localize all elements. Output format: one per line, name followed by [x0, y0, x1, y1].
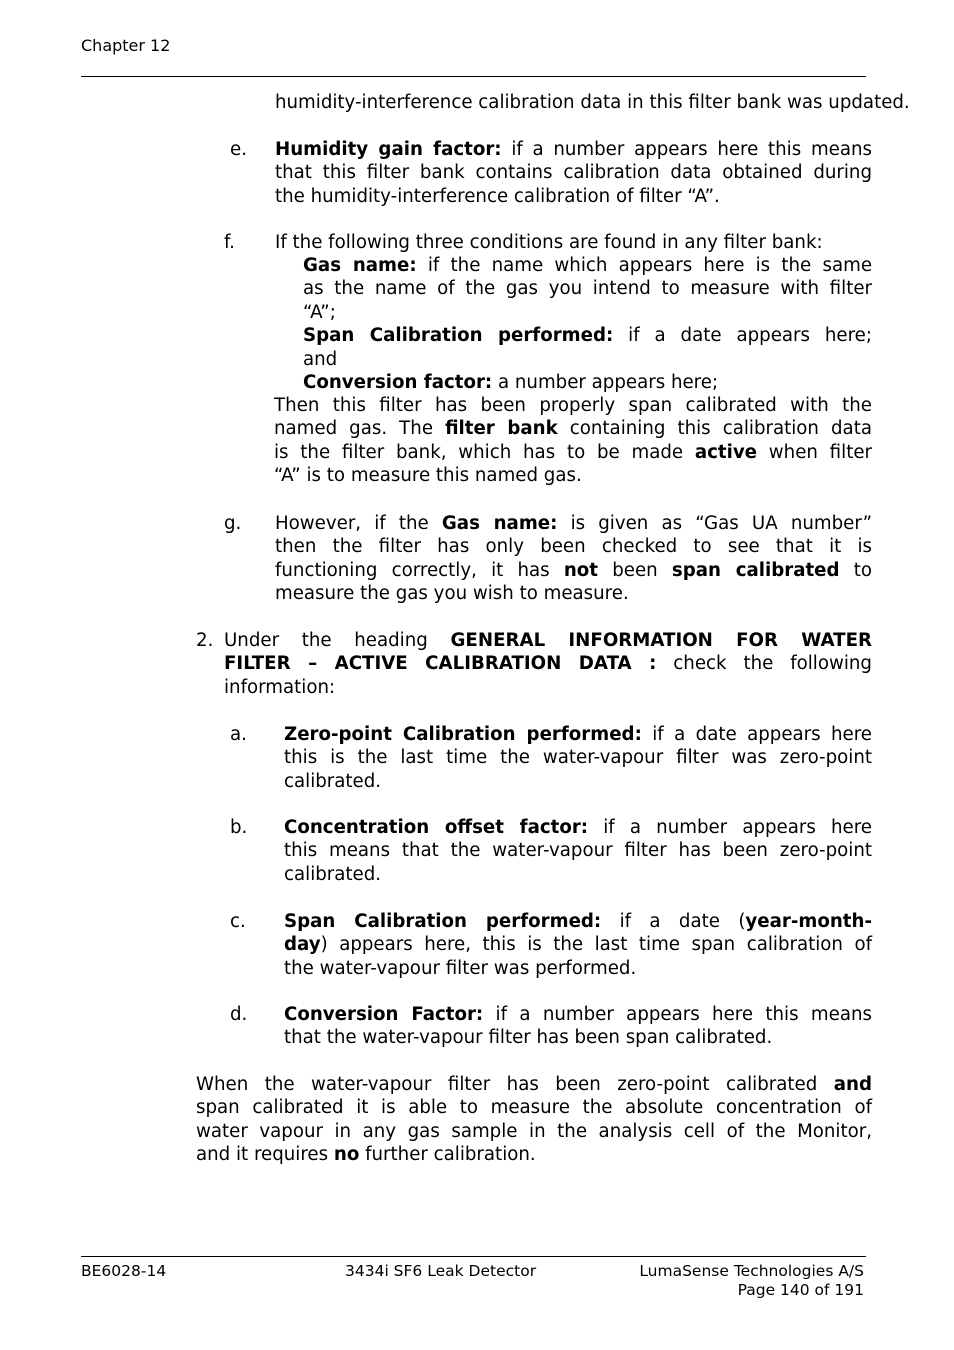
- item-2-text: Under the heading GENERAL INFORMATION FOR WATER FILTER – ACTIVE CALIBRATION DATA : check the following information:: [224, 630, 873, 698]
- footer-page-number: Page 140 of 191: [737, 1281, 864, 1299]
- item-g-text: However, if the Gas name: is given as “Gas UA number” then the filter has only been checked to see that it is functioning correctly, it has not been span calibrated to measure the gas you wish to measure.: [275, 513, 873, 605]
- sub-b-label: b.: [230, 817, 248, 838]
- item-d-continuation: humidity-interference calibration data in this filter bank was updated.: [275, 92, 910, 113]
- footer-rule: [81, 1256, 866, 1257]
- footer-company: LumaSense Technologies A/S: [639, 1262, 864, 1280]
- item-e-text: Humidity gain factor: if a number appears here this means that this filter bank contains calibration data obtained during the humidity-interference calibration of filter “A”.: [275, 139, 872, 207]
- item-2-label: 2.: [196, 630, 214, 651]
- sub-d-text: Conversion Factor: if a number appears here this means that the water-vapour filter has been span calibrated.: [284, 1004, 872, 1049]
- sub-b-text: Concentration offset factor: if a number appears here this means that the water-vapour filter has been zero-point calibrated.: [284, 817, 872, 885]
- header-rule: [81, 76, 866, 77]
- item-f-label: f.: [224, 232, 235, 253]
- sub-c-label: c.: [230, 911, 246, 932]
- item-f-conditions: Gas name: if the name which appears here is the same as the name of the gas you intend to measure with filter “A”; Span Calibration performed: if a date appears here; and Conversion factor: a number appears here;: [303, 255, 873, 394]
- closing-paragraph: When the water-vapour filter has been zero-point calibrated and span calibrated it is able to measure the absolute concentration of water vapour in any gas sample in the analysis cell of the Monitor, and it requires no further calibration.: [196, 1074, 872, 1166]
- chapter-header: Chapter 12: [81, 36, 171, 55]
- item-e-label: e.: [230, 139, 247, 160]
- sub-a-text: Zero-point Calibration performed: if a date appears here this is the last time the water-vapour filter was zero-point calibrated.: [284, 724, 872, 792]
- item-f-intro: If the following three conditions are found in any filter bank:: [275, 232, 823, 253]
- footer-doc-id: BE6028-14: [81, 1262, 167, 1280]
- item-g-label: g.: [224, 513, 242, 534]
- footer-product: 3434i SF6 Leak Detector: [345, 1262, 537, 1280]
- sub-c-text: Span Calibration performed: if a date (year-month- day) appears here, this is the last time span calibration of the water-vapour filter was performed.: [284, 911, 872, 979]
- sub-a-label: a.: [230, 724, 247, 745]
- item-f-conclusion: Then this filter has been properly span calibrated with the named gas. The filter bank containing this calibration data is the filter bank, which has to be made active when filter “A” is to measure this named gas.: [274, 395, 872, 487]
- sub-d-label: d.: [230, 1004, 248, 1025]
